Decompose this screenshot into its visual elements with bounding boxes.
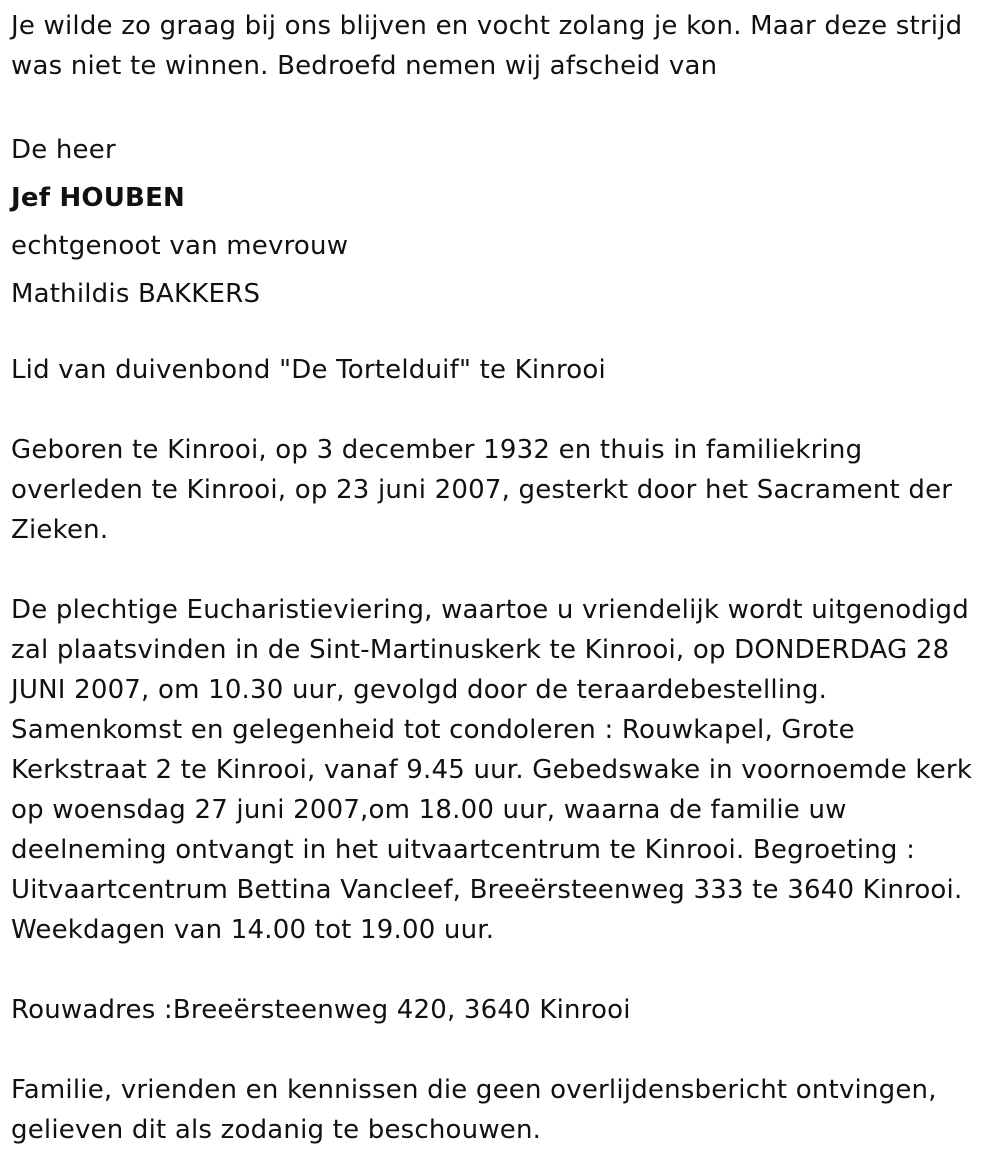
ceremony-line: De plechtige Eucharistieviering, waartoe u vriendelijk wordt uitgenodigd (11, 595, 969, 625)
ceremony-line: zal plaatsvinden in de Sint-Martinuskerk te Kinrooi, op DONDERDAG 28 (11, 635, 950, 665)
deceased-title: De heer (11, 135, 116, 165)
birth-death-line: overleden te Kinrooi, op 23 juni 2007, gesterkt door het Sacrament der (11, 475, 953, 505)
ceremony-paragraph (11, 590, 991, 950)
deceased-block (11, 126, 991, 318)
intro-line: was niet te winnen. Bedroefd nemen wij afscheid van (11, 51, 718, 81)
mourning-address: Rouwadres :Breeërsteenweg 420, 3640 Kinrooi (11, 995, 631, 1025)
closing-line: gelieven dit als zodanig te beschouwen. (11, 1115, 542, 1145)
ceremony-line: Uitvaartcentrum Bettina Vancleef, Breeërsteenweg 333 te 3640 Kinrooi. (11, 875, 963, 905)
birth-death-line: Geboren te Kinrooi, op 3 december 1932 en thuis in familiekring (11, 435, 863, 465)
ceremony-line: op woensdag 27 juni 2007,om 18.00 uur, waarna de familie uw (11, 795, 847, 825)
ceremony-line: JUNI 2007, om 10.30 uur, gevolgd door de teraardebestelling. (11, 675, 828, 705)
closing-paragraph (11, 1070, 991, 1150)
birth-death-paragraph (11, 430, 991, 550)
deceased-relation: echtgenoot van mevrouw (11, 231, 349, 261)
membership-text: Lid van duivenbond "De Tortelduif" te Kinrooi (11, 355, 606, 385)
intro-line: Je wilde zo graag bij ons blijven en vocht zolang je kon. Maar deze strijd (11, 11, 963, 41)
ceremony-line: Weekdagen van 14.00 tot 19.00 uur. (11, 915, 495, 945)
membership-paragraph (11, 350, 991, 390)
address-paragraph (11, 990, 991, 1030)
ceremony-line: deelneming ontvangt in het uitvaartcentrum te Kinrooi. Begroeting : (11, 835, 916, 865)
birth-death-line: Zieken. (11, 515, 109, 545)
spouse-name: Mathildis BAKKERS (11, 279, 261, 309)
death-notice (11, 6, 991, 1150)
closing-line: Familie, vrienden en kennissen die geen overlijdensbericht ontvingen, (11, 1075, 937, 1105)
ceremony-line: Samenkomst en gelegenheid tot condoleren : Rouwkapel, Grote (11, 715, 855, 745)
deceased-name: Jef HOUBEN (11, 183, 185, 213)
ceremony-line: Kerkstraat 2 te Kinrooi, vanaf 9.45 uur. Gebedswake in voornoemde kerk (11, 755, 973, 785)
intro-paragraph (11, 6, 991, 86)
